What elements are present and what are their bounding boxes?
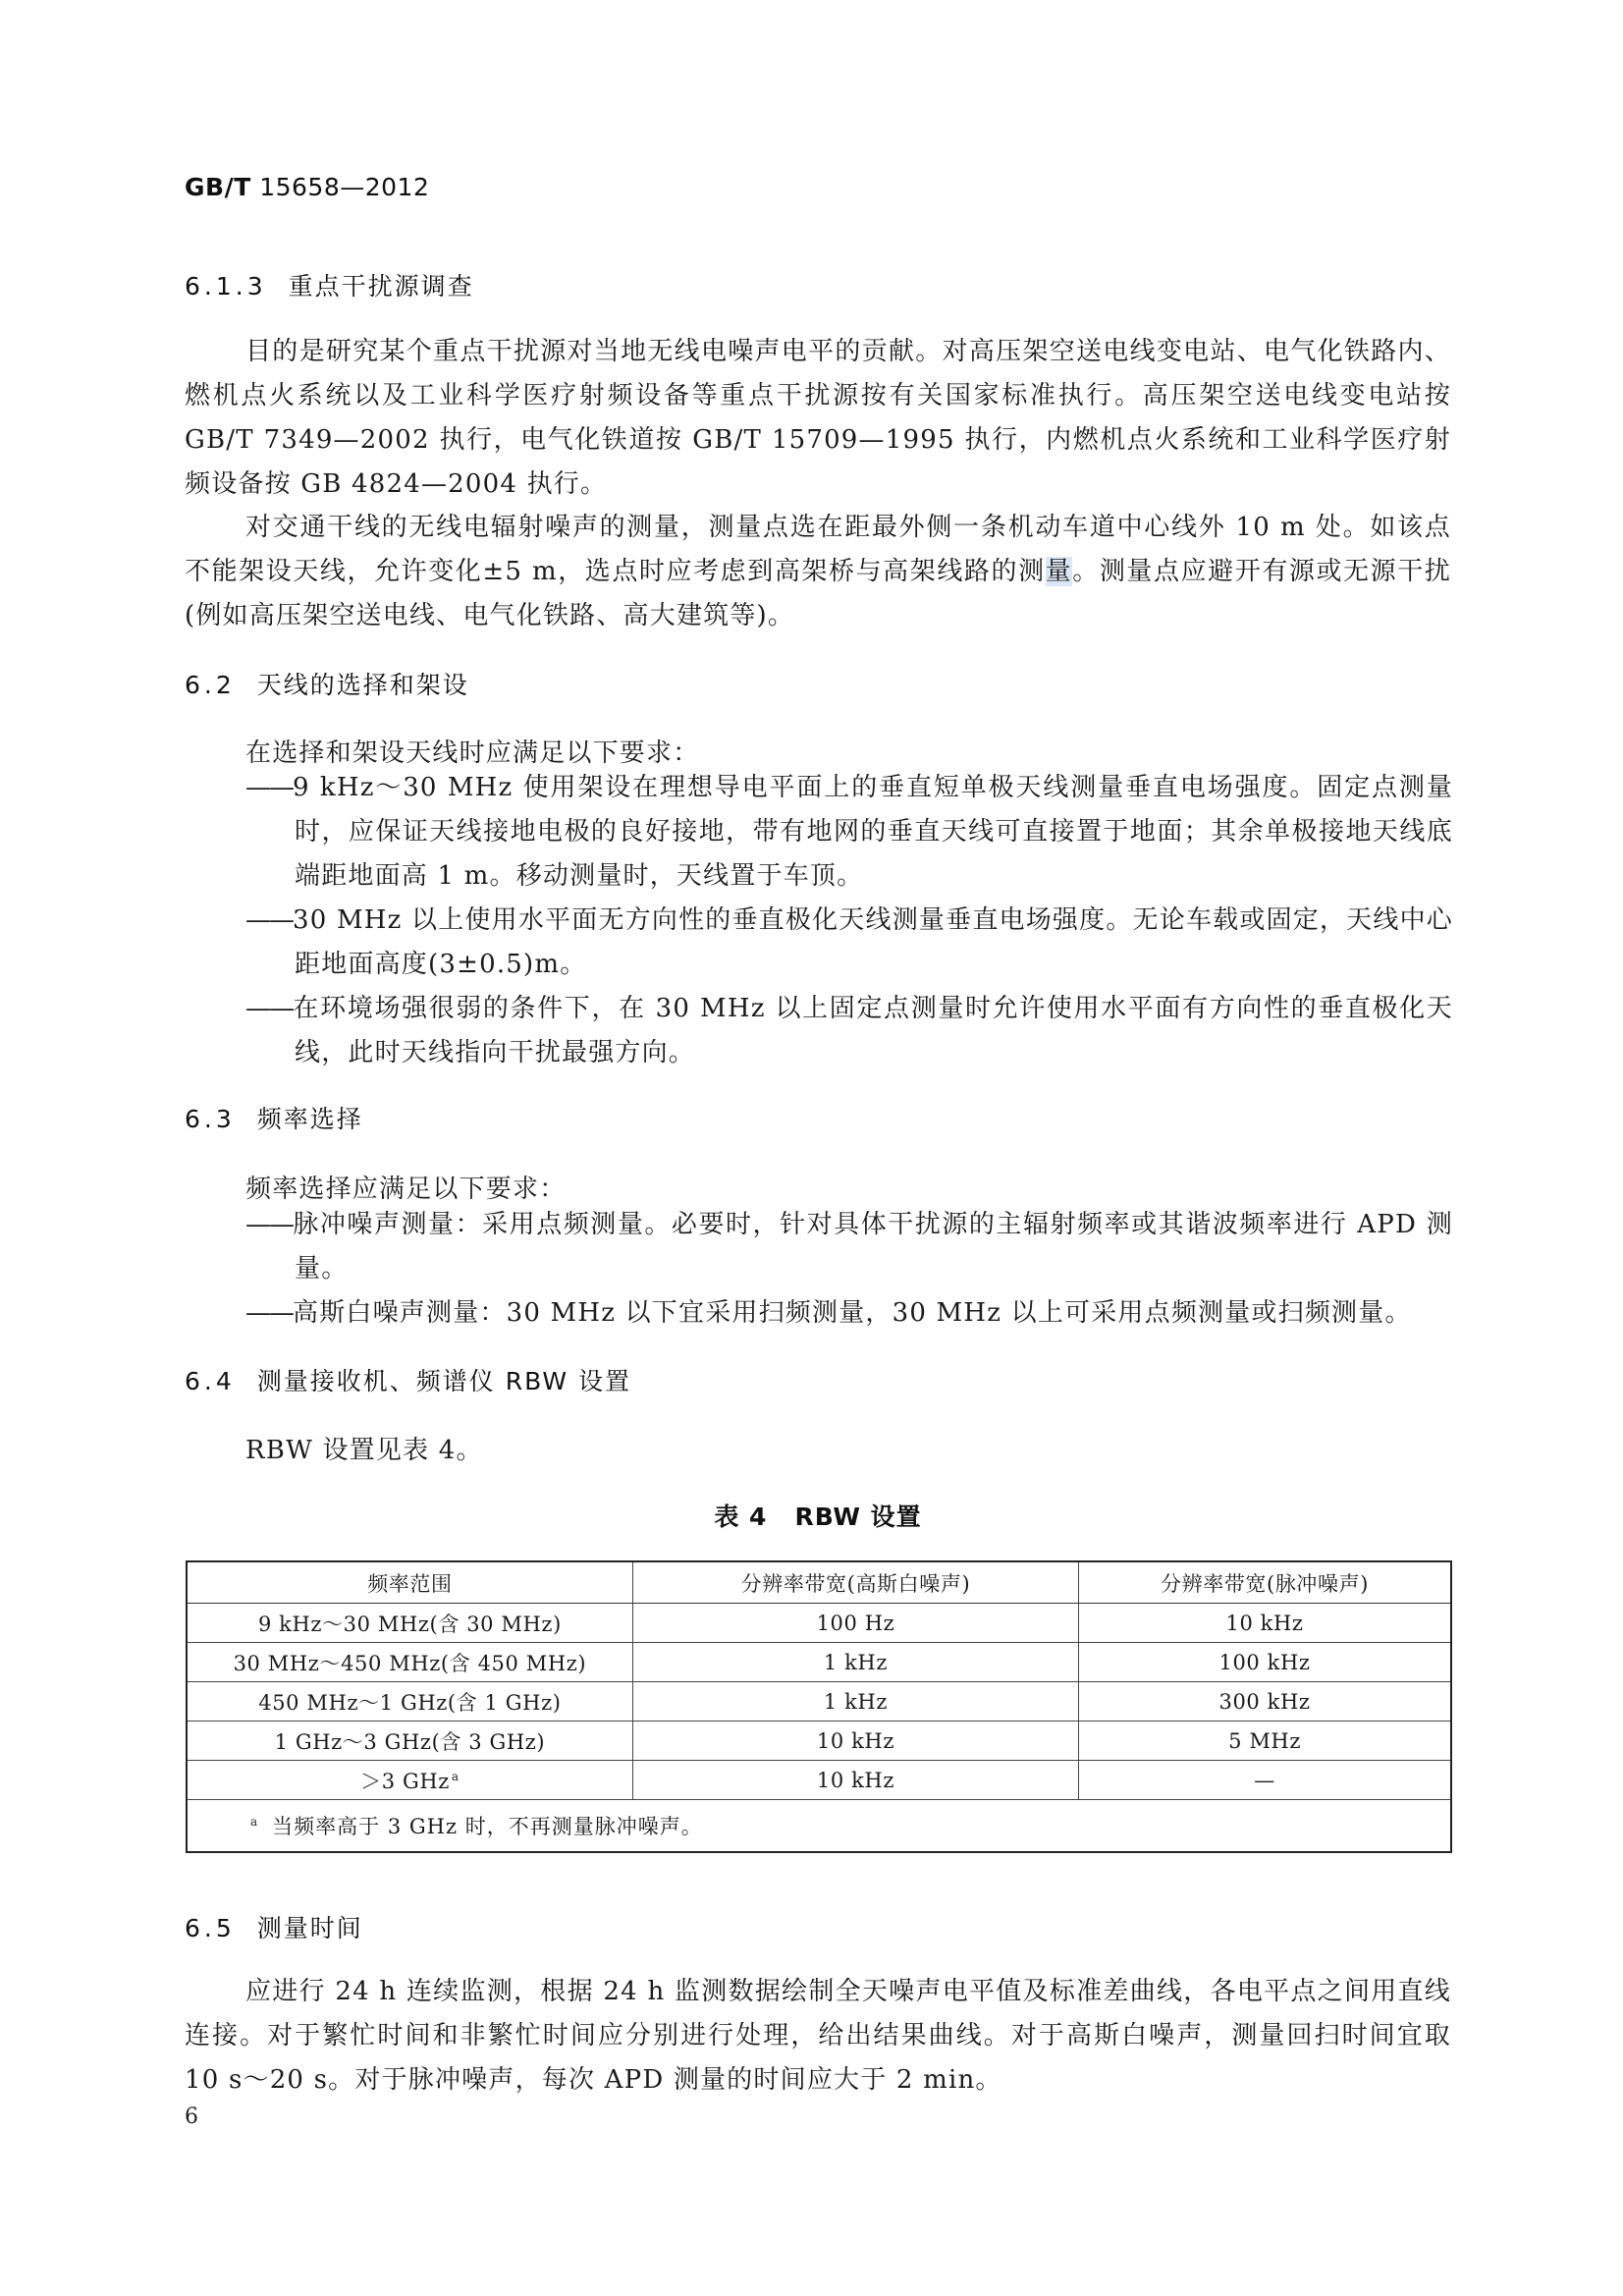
highlighted-text: 量 bbox=[1045, 557, 1073, 586]
section-title: 测量时间 bbox=[256, 1914, 363, 1942]
table-cell: 1 GHz～3 GHz(含 3 GHz) bbox=[187, 1722, 632, 1761]
table-row bbox=[187, 1682, 1451, 1722]
list-item bbox=[245, 899, 1453, 987]
table-cell: 10 kHz bbox=[632, 1722, 1078, 1761]
dash-marker: —— bbox=[245, 1210, 293, 1239]
footnote-marker: a bbox=[451, 1769, 460, 1783]
list-item-text: 9 kHz～30 MHz 使用架设在理想导电平面上的垂直短单极天线测量垂直电场强度。固定点测量时，应保证天线接地电极的良好接地，带有地网的垂直天线可直接置于地面；其余单极接地天线底端距地面高 1 m。移动测量时，天线置于车顶。 bbox=[293, 773, 1453, 891]
section-6-1-3-heading bbox=[185, 267, 474, 302]
section-6-5-heading bbox=[185, 1909, 363, 1944]
table-cell: 1 kHz bbox=[632, 1643, 1078, 1682]
page-number: 6 bbox=[185, 2105, 198, 2129]
table-cell: 30 MHz～450 MHz(含 450 MHz) bbox=[187, 1643, 632, 1682]
table-caption bbox=[185, 1498, 1451, 1533]
column-header-rbw-impulse: 分辨率带宽(脉冲噪声) bbox=[1079, 1561, 1451, 1604]
section-number: 6.3 bbox=[185, 1105, 236, 1133]
table-row bbox=[187, 1761, 1451, 1800]
section-title: 重点干扰源调查 bbox=[288, 272, 474, 301]
table-cell: 10 kHz bbox=[1079, 1604, 1451, 1643]
section-6-3-heading bbox=[185, 1100, 363, 1135]
dash-marker: —— bbox=[245, 773, 293, 802]
footnote-text: 当频率高于 3 GHz 时，不再测量脉冲噪声。 bbox=[272, 1815, 703, 1838]
table-row bbox=[187, 1604, 1451, 1643]
column-header-rbw-gaussian: 分辨率带宽(高斯白噪声) bbox=[632, 1561, 1078, 1604]
table-cell: 9 kHz～30 MHz(含 30 MHz) bbox=[187, 1604, 632, 1643]
table-cell: 100 Hz bbox=[632, 1604, 1078, 1643]
list-item bbox=[245, 1203, 1453, 1291]
column-header-frequency-range: 频率范围 bbox=[187, 1561, 632, 1604]
table-cell: 300 kHz bbox=[1079, 1682, 1451, 1722]
table-cell: — bbox=[1079, 1761, 1451, 1800]
table-footnote bbox=[187, 1800, 1451, 1853]
list-item-text: 30 MHz 以上使用水平面无方向性的垂直极化天线测量垂直电场强度。无论车载或固定，天线中心距地面高度(3±0.5)m。 bbox=[293, 905, 1453, 979]
document-header bbox=[185, 173, 429, 201]
section-6-4-heading bbox=[185, 1362, 631, 1397]
standard-prefix: GB/T bbox=[185, 173, 251, 201]
dash-marker: —— bbox=[245, 994, 293, 1023]
section-6-3-lead: 频率选择应满足以下要求： bbox=[245, 1175, 567, 1204]
list-item bbox=[245, 987, 1453, 1075]
table-cell: 5 MHz bbox=[1079, 1722, 1451, 1761]
cell-text: ＞3 GHz bbox=[360, 1769, 450, 1793]
section-number: 6.1.3 bbox=[185, 272, 267, 301]
table-cell: 10 kHz bbox=[632, 1761, 1078, 1800]
section-6-1-3-paragraph-2 bbox=[185, 506, 1451, 638]
section-title: 测量接收机、频谱仪 RBW 设置 bbox=[256, 1367, 632, 1395]
section-title: 频率选择 bbox=[256, 1105, 363, 1133]
table-caption-title: RBW 设置 bbox=[794, 1503, 922, 1531]
rbw-table bbox=[186, 1560, 1452, 1853]
dash-marker: —— bbox=[245, 1298, 293, 1328]
paragraph-text: 对交通干线的无线电辐射噪声的测量，测量点选在距最外侧一条机动车道中心线外 10 m 处。如该点不能架设天线，允许变化±5 m，选点时应考虑到高架桥与高架线路的测 bbox=[185, 513, 1451, 586]
list-item bbox=[245, 766, 1453, 899]
section-6-1-3-paragraph-1: 目的是研究某个重点干扰源对当地无线电噪声电平的贡献。对高压架空送电线变电站、电气化铁路内、燃机点火系统以及工业科学医疗射频设备等重点干扰源按有关国家标准执行。高压架空送电线变电站按 GB/T 7349—2002 执行，电气化铁道按 GB/T 15709—1995 执行，内燃机点火系统和工业科学医疗射频设备按 GB 4824—2004 执行。 bbox=[185, 337, 1451, 499]
table-cell: 100 kHz bbox=[1079, 1643, 1451, 1682]
footnote-marker: a bbox=[250, 1815, 259, 1829]
paragraph-text: 。测量点应避开有源或无源干扰(例如高压架空送电线、电气化铁路、高大建筑等)。 bbox=[185, 557, 1451, 630]
section-6-4-paragraph: RBW 设置见表 4。 bbox=[245, 1436, 483, 1465]
section-number: 6.5 bbox=[185, 1914, 236, 1942]
dash-marker: —— bbox=[245, 905, 293, 935]
table-header-row bbox=[187, 1561, 1451, 1604]
list-item-text: 脉冲噪声测量：采用点频测量。必要时，针对具体干扰源的主辐射频率或其谐波频率进行 APD 测量。 bbox=[293, 1210, 1453, 1284]
standard-number: 15658—2012 bbox=[259, 173, 430, 201]
table-cell bbox=[187, 1761, 632, 1800]
section-title: 天线的选择和架设 bbox=[256, 671, 469, 699]
table-cell: 1 kHz bbox=[632, 1682, 1078, 1722]
section-number: 6.2 bbox=[185, 671, 236, 699]
section-number: 6.4 bbox=[185, 1367, 236, 1395]
section-6-5-paragraph: 应进行 24 h 连续监测，根据 24 h 监测数据绘制全天噪声电平值及标准差曲线，各电平点之间用直线连接。对于繁忙时间和非繁忙时间应分别进行处理，给出结果曲线。对于高斯白噪声，测量回扫时间宜取 10 s～20 s。对于脉冲噪声，每次 APD 测量的时间应大于 2 min。 bbox=[185, 1977, 1451, 2095]
table-caption-number: 表 4 bbox=[714, 1503, 768, 1531]
table-row bbox=[187, 1722, 1451, 1761]
list-item bbox=[245, 1291, 1453, 1336]
list-item-text: 高斯白噪声测量：30 MHz 以下宜采用扫频测量，30 MHz 以上可采用点频测量或扫频测量。 bbox=[293, 1298, 1412, 1328]
list-item-text: 在环境场强很弱的条件下，在 30 MHz 以上固定点测量时允许使用水平面有方向性的垂直极化天线，此时天线指向干扰最强方向。 bbox=[293, 994, 1453, 1067]
section-6-2-lead: 在选择和架设天线时应满足以下要求： bbox=[245, 738, 700, 768]
table-cell: 450 MHz～1 GHz(含 1 GHz) bbox=[187, 1682, 632, 1722]
table-row bbox=[187, 1643, 1451, 1682]
section-6-2-heading bbox=[185, 666, 469, 701]
table-footnote-row bbox=[187, 1800, 1451, 1853]
